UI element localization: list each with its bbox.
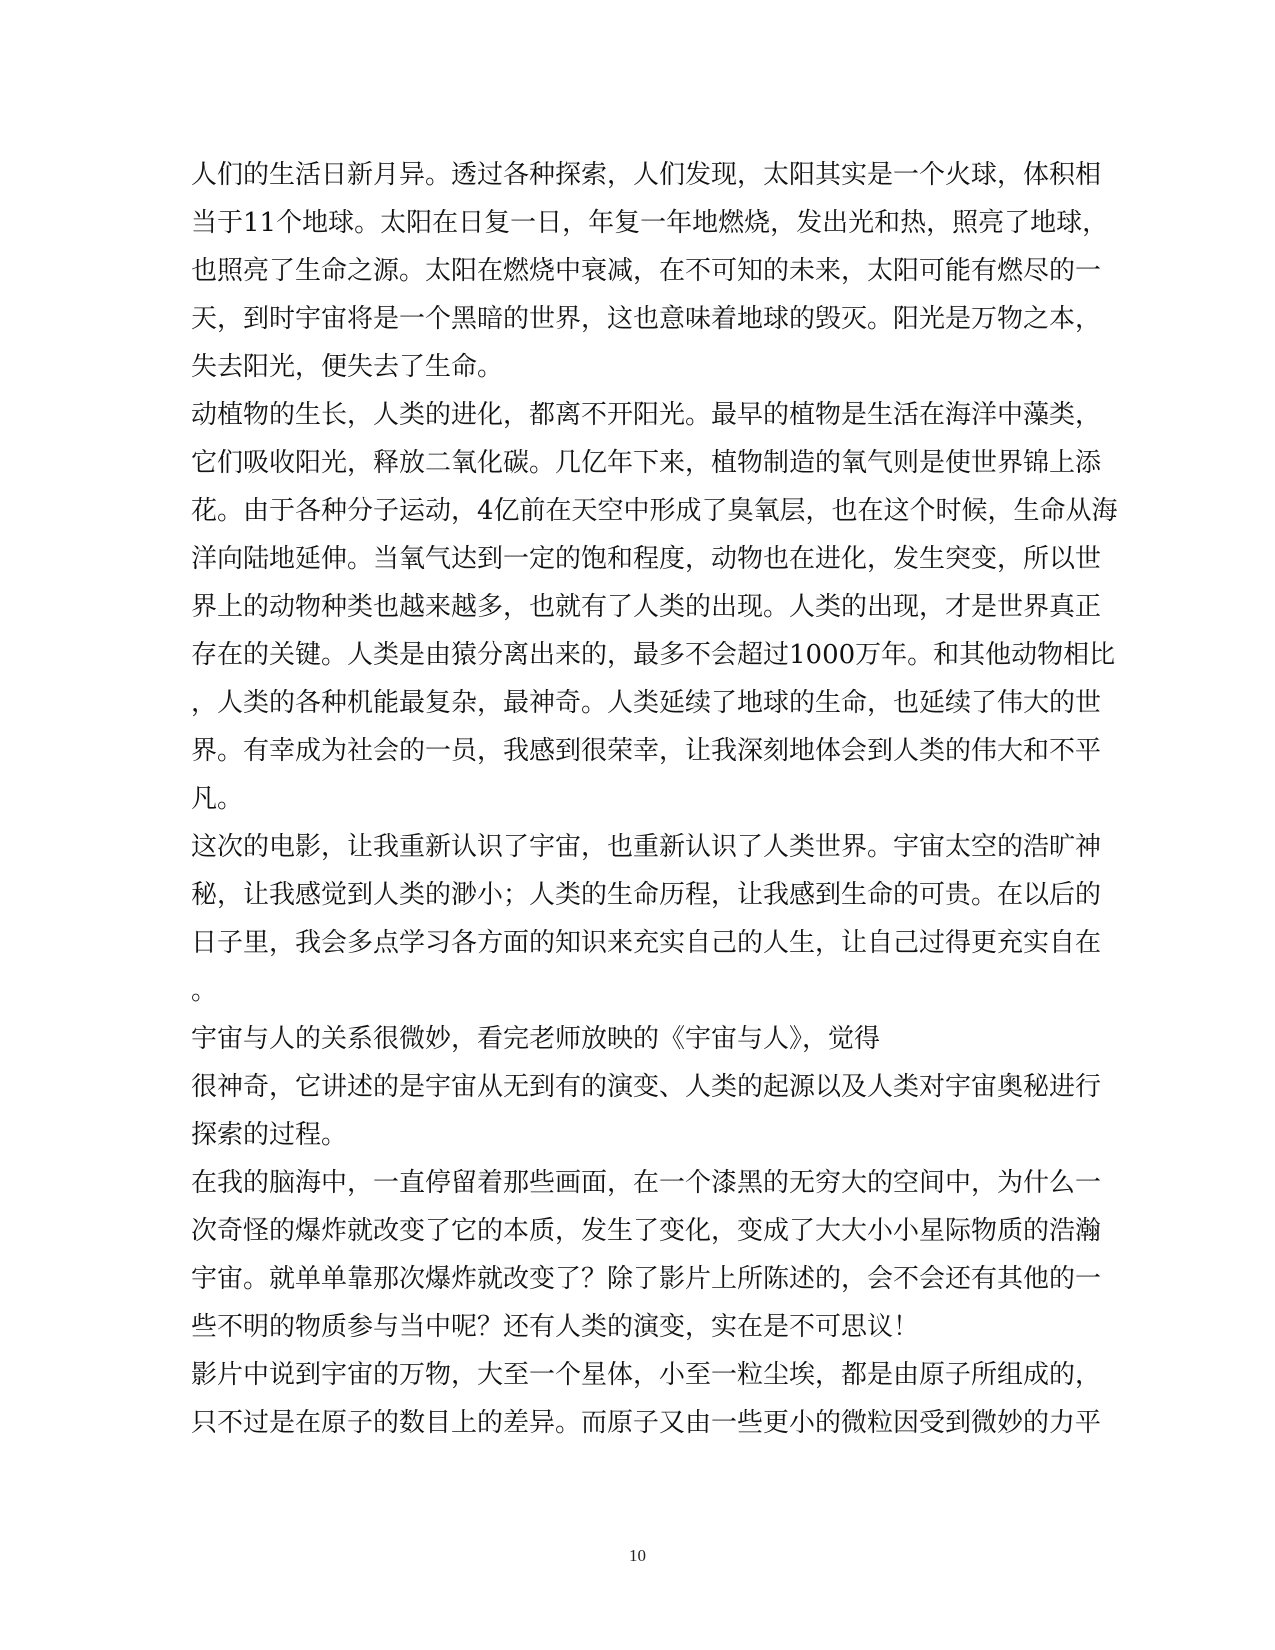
text-line: 宇宙。就单单靠那次爆炸就改变了？除了影片上所陈述的，会不会还有其他的一 [191,1264,1102,1294]
text-line: 探索的过程。 [191,1120,348,1150]
text-line: 花。由于各种分子运动，4亿前在天空中形成了臭氧层，也在这个时候，生命从海 [191,496,1118,526]
text-line: 界。有幸成为社会的一员，我感到很荣幸，让我深刻地体会到人类的伟大和不平 [191,736,1102,766]
text-line: 日子里，我会多点学习各方面的知识来充实自己的人生，让自己过得更充实自在 [191,928,1102,958]
text-line: 人们的生活日新月异。透过各种探索，人们发现，太阳其实是一个火球，体积相 [191,160,1102,190]
text-line: 这次的电影，让我重新认识了宇宙，也重新认识了人类世界。宇宙太空的浩旷神 [191,832,1102,862]
text-line: 很神奇，它讲述的是宇宙从无到有的演变、人类的起源以及人类对宇宙奥秘进行 [191,1072,1102,1102]
text-line: 凡。 [191,784,244,814]
text-line: 失去阳光，便失去了生命。 [191,352,504,382]
text-line: 在我的脑海中，一直停留着那些画面，在一个漆黑的无穷大的空间中，为什么一 [191,1168,1102,1198]
text-line: 次奇怪的爆炸就改变了它的本质，发生了变化，变成了大大小小星际物质的浩瀚 [191,1216,1102,1246]
text-line: 天，到时宇宙将是一个黑暗的世界，这也意味着地球的毁灭。阳光是万物之本， [191,304,1102,334]
text-line: 它们吸收阳光，释放二氧化碳。几亿年下来，植物制造的氧气则是使世界锦上添 [191,448,1102,478]
text-line: 些不明的物质参与当中呢？还有人类的演变，实在是不可思议！ [191,1312,920,1342]
text-line: 存在的关键。人类是由猿分离出来的，最多不会超过1000万年。和其他动物相比 [191,640,1116,670]
text-line: 宇宙与人的关系很微妙，看完老师放映的《宇宙与人》，觉得 [191,1024,881,1054]
text-line: 影片中说到宇宙的万物，大至一个星体，小至一粒尘埃，都是由原子所组成的， [191,1360,1102,1390]
text-line: 只不过是在原子的数目上的差异。而原子又由一些更小的微粒因受到微妙的力平 [191,1408,1102,1438]
text-line: ，人类的各种机能最复杂，最神奇。人类延续了地球的生命，也延续了伟大的世 [191,688,1102,718]
text-line: 也照亮了生命之源。太阳在燃烧中衰减，在不可知的未来，太阳可能有燃尽的一 [191,256,1102,286]
text-line: 动植物的生长，人类的进化，都离不开阳光。最早的植物是生活在海洋中藻类， [191,400,1102,430]
text-line: 当于11个地球。太阳在日复一日，年复一年地燃烧，发出光和热，照亮了地球， [191,208,1109,238]
text-line: 。 [191,976,218,1006]
page-number: 10 [629,1546,646,1565]
text-line: 界上的动物种类也越来越多，也就有了人类的出现。人类的出现，才是世界真正 [191,592,1102,622]
body-text [191,151,1118,1447]
text-line: 秘，让我感觉到人类的渺小；人类的生命历程，让我感到生命的可贵。在以后的 [191,880,1102,910]
text-line: 洋向陆地延伸。当氧气达到一定的饱和程度，动物也在进化，发生突变，所以世 [191,544,1102,574]
